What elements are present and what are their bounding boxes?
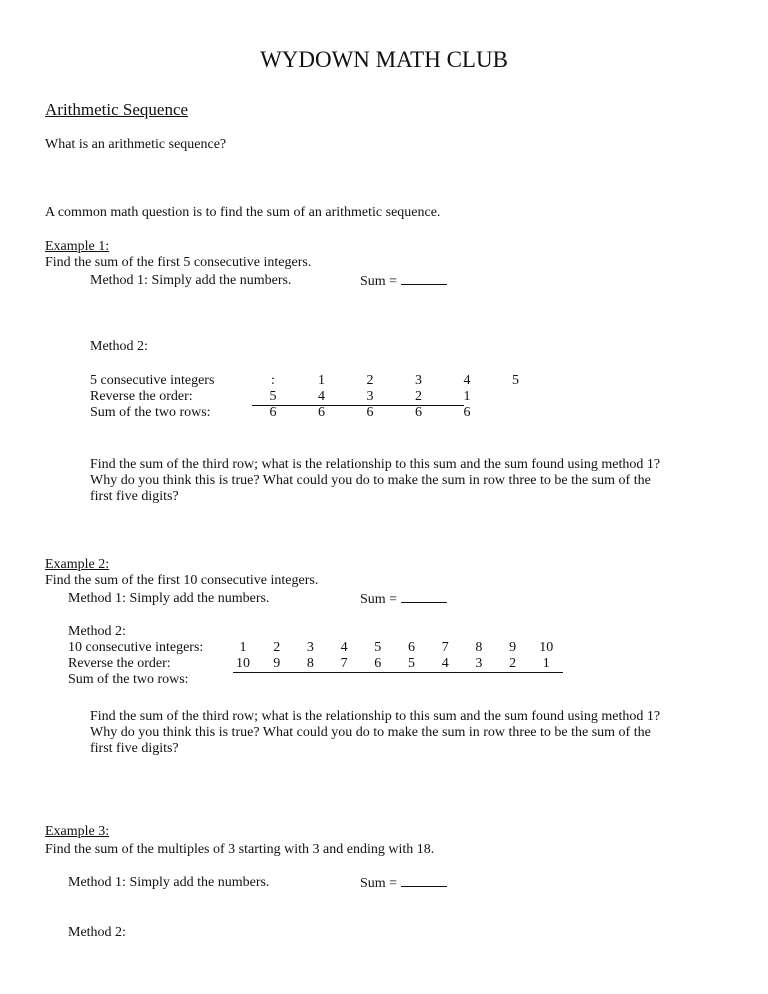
example2-followup-3: first five digits?: [90, 741, 179, 756]
example2-cell-r2-c5: 6: [374, 656, 382, 671]
example1-cell-r3-c3: 6: [366, 405, 374, 420]
example2-cell-r2-c6: 5: [408, 656, 415, 671]
example3-sum: [360, 874, 447, 893]
example2-cell-r1-c4: 4: [340, 640, 348, 655]
example3-label: Example 3:: [45, 824, 110, 839]
example2-cell-r1-c3: 3: [306, 640, 314, 655]
example2-row-label-2: Reverse the order:: [68, 656, 171, 671]
example1-row-label-3: Sum of the two rows:: [90, 405, 211, 420]
example2-cell-r2-c2: 9: [273, 656, 281, 671]
example2-sum-label: Sum =: [360, 592, 398, 607]
example1-cell-r1-c5: 4: [463, 373, 471, 388]
example1-followup-1: Find the sum of the third row; what is the relationship to this sum and the sum found using method 1?: [90, 457, 661, 472]
example2-cell-r2-c7: 4: [441, 656, 449, 671]
example1-followup-2: Why do you think this is true? What could you do to make the sum in row three to be the sum of the: [90, 473, 651, 488]
section-heading: Arithmetic Sequence: [45, 100, 189, 119]
example3-method1: Method 1: Simply add the numbers.: [68, 875, 270, 890]
example1-method1: Method 1: Simply add the numbers.: [90, 273, 292, 288]
example2-cell-r1-c9: 9: [509, 640, 517, 655]
example2-cell-r1-c8: 8: [475, 640, 483, 655]
example1-followup-3: first five digits?: [90, 489, 179, 504]
question-text: What is an arithmetic sequence?: [45, 137, 227, 152]
example2-cell-r1-c5: 5: [374, 640, 382, 655]
example2-cell-r2-c3: 8: [306, 656, 314, 671]
example1-row-label-2: Reverse the order:: [90, 389, 193, 404]
example1-cell-r3-c5: 6: [463, 405, 471, 420]
example2-cell-r2-c1: 10: [236, 656, 250, 671]
page-title: WYDOWN MATH CLUB: [260, 47, 508, 72]
example1-cell-r2-c4: 2: [415, 389, 422, 404]
example3-sum-blank: [401, 874, 447, 887]
example3-method2: Method 2:: [68, 925, 126, 940]
example3-prompt: Find the sum of the multiples of 3 starting with 3 and ending with 18.: [45, 842, 435, 857]
example2-cell-r2-c4: 7: [340, 656, 348, 671]
example1-cell-r2-c1: 5: [269, 389, 277, 404]
example1-sum-blank: [401, 272, 447, 285]
example2-label: Example 2:: [45, 557, 110, 572]
example2-cell-r2-c10: 1: [542, 656, 550, 671]
example2-cell-r1-c10: 10: [539, 640, 554, 655]
example2-cell-r1-c1: 1: [239, 640, 247, 655]
example1-cell-r2-c5: 1: [463, 389, 471, 404]
example1-cell-r3-c2: 6: [318, 405, 325, 420]
example2-cell-r1-c7: 7: [441, 640, 449, 655]
example1-method2: Method 2:: [90, 339, 148, 354]
intro-text: A common math question is to find the sum of an arithmetic sequence.: [45, 205, 441, 220]
example1-cell-r1-c2: 1: [318, 373, 325, 388]
example2-prompt: Find the sum of the first 10 consecutive integers.: [45, 573, 319, 588]
example2-sum-blank: [401, 590, 447, 603]
example1-cell-r3-c4: 6: [415, 405, 422, 420]
example2-row-label-1: 10 consecutive integers:: [68, 640, 204, 655]
example1-cell-r1-c6: 5: [512, 373, 519, 388]
example2-followup-1: Find the sum of the third row; what is the relationship to this sum and the sum found using method 1?: [90, 709, 661, 724]
example1-cell-r1-c4: 3: [415, 373, 422, 388]
example2-cell-r2-c9: 2: [509, 656, 517, 671]
example2-row-label-3: Sum of the two rows:: [68, 672, 189, 687]
example2-method2: Method 2:: [68, 624, 126, 639]
example3-sum-label: Sum =: [360, 876, 398, 891]
example1-label: Example 1:: [45, 239, 110, 254]
example1-cell-r1-c1: :: [271, 373, 275, 388]
example2-sum: [360, 590, 447, 609]
example1-cell-r2-c2: 4: [318, 389, 325, 404]
example1-prompt: Find the sum of the first 5 consecutive integers.: [45, 255, 312, 270]
example2-cell-r2-c8: 3: [475, 656, 483, 671]
example1-sum-label: Sum =: [360, 274, 398, 289]
example1-sum-rule: [252, 405, 464, 406]
example2-sum-rule: [233, 672, 563, 673]
example2-cell-r1-c2: 2: [273, 640, 281, 655]
example2-cell-r1-c6: 6: [408, 640, 415, 655]
example1-cell-r2-c3: 3: [366, 389, 374, 404]
example2-followup-2: Why do you think this is true? What could you do to make the sum in row three to be the sum of the: [90, 725, 651, 740]
example1-row-label-1: 5 consecutive integers: [90, 373, 215, 388]
example1-cell-r1-c3: 2: [366, 373, 374, 388]
example2-method1: Method 1: Simply add the numbers.: [68, 591, 270, 606]
example1-sum: [360, 272, 447, 291]
example1-cell-r3-c1: 6: [269, 405, 277, 420]
